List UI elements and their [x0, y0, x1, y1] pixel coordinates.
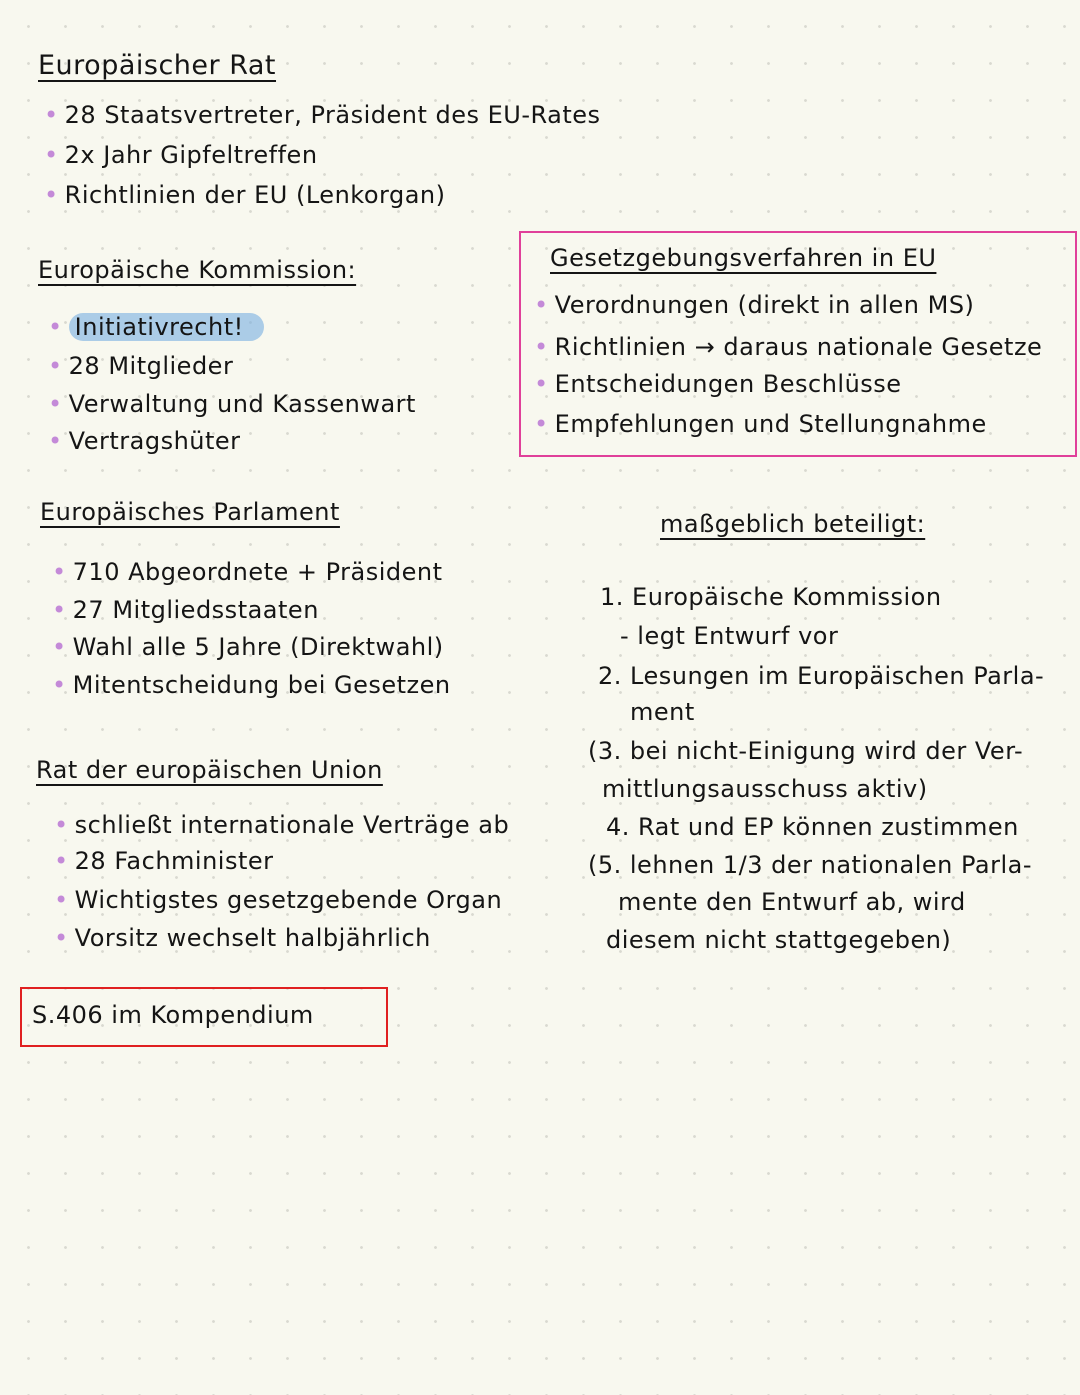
text-line: (3. bei nicht-Einigung wird der Ver- [588, 737, 1024, 765]
text-line: 4. Rat und EP können zustimmen [606, 813, 1019, 841]
list-item: • Verordnungen (direkt in allen MS) [534, 289, 974, 321]
text-line: ment [630, 698, 695, 726]
list-item: • 2x Jahr Gipfeltreffen [44, 139, 318, 171]
list-item: • Mitentscheidung bei Gesetzen [52, 669, 451, 701]
text-line: - legt Entwurf vor [620, 622, 839, 650]
text-line: 1. Europäische Kommission [600, 583, 942, 611]
heading-rat-eu: Rat der europäischen Union [36, 756, 383, 784]
heading-kommission: Europäische Kommission: [38, 256, 357, 284]
reference-text: S.406 im Kompendium [32, 1001, 314, 1029]
list-item: • Empfehlungen und Stellungnahme [534, 408, 987, 440]
list-item: • Entscheidungen Beschlüsse [534, 368, 902, 400]
text-line: mente den Entwurf ab, wird [618, 888, 966, 916]
list-item: • Richtlinien der EU (Lenkorgan) [44, 179, 445, 211]
list-item: • Wahl alle 5 Jahre (Direktwahl) [52, 631, 444, 663]
list-item: • schließt internationale Verträge ab [54, 809, 509, 841]
heading-beteiligt: maßgeblich beteiligt: [660, 510, 926, 538]
text-line: mittlungsausschuss aktiv) [602, 775, 928, 803]
list-item: • 28 Mitglieder [48, 350, 233, 382]
list-item-highlighted: • Initiativrecht! [48, 311, 264, 343]
list-item: • Richtlinien → daraus nationale Gesetze [534, 331, 1042, 363]
heading-gesetzgebung: Gesetzgebungsverfahren in EU [550, 244, 937, 272]
list-item: • Vertragshüter [48, 425, 241, 457]
text-line: (5. lehnen 1/3 der nationalen Parla- [588, 851, 1032, 879]
text-line: 2. Lesungen im Europäischen Parla- [598, 662, 1045, 690]
list-item: • Verwaltung und Kassenwart [48, 388, 416, 420]
list-item: • 28 Fachminister [54, 845, 274, 877]
heading-parlament: Europäisches Parlament [40, 498, 340, 526]
text-line: diesem nicht stattgegeben) [606, 926, 952, 954]
heading-europaeischer-rat: Europäischer Rat [38, 50, 277, 81]
list-item: • Wichtigstes gesetzgebende Organ [54, 884, 502, 916]
list-item: • 710 Abgeordnete + Präsident [52, 556, 443, 588]
list-item: • 27 Mitgliedsstaaten [52, 594, 319, 626]
list-item: • 28 Staatsvertreter, Präsident des EU-Rates [44, 99, 601, 131]
highlighted-text: Initiativrecht! [69, 313, 264, 341]
list-item: • Vorsitz wechselt halbjährlich [54, 922, 431, 954]
